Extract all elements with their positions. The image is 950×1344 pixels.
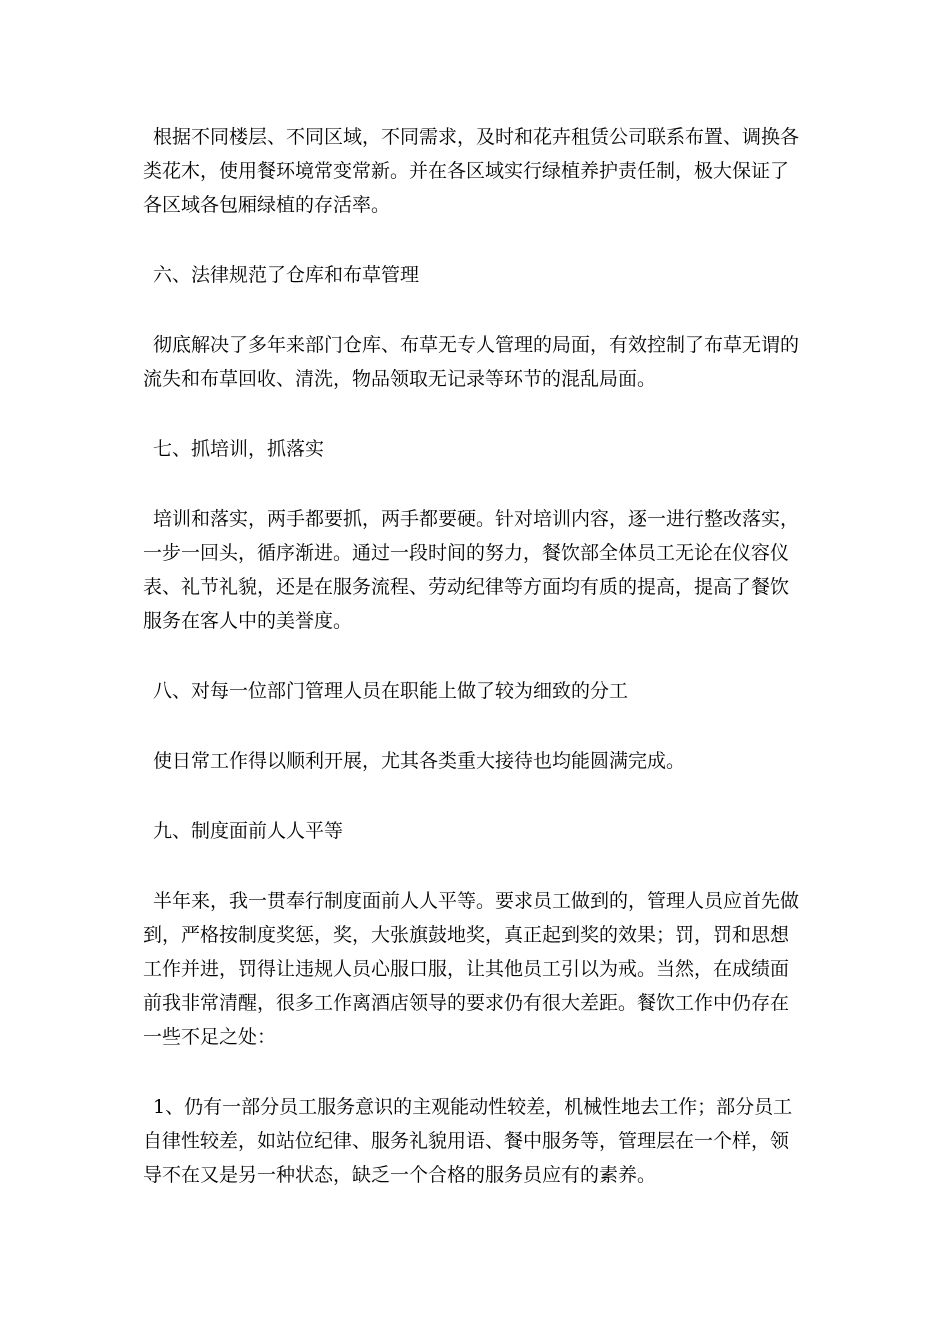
paragraph-greenery: 根据不同楼层、不同区域，不同需求，及时和花卉租赁公司联系布置、调换各类花木，使用餐环境常变常新。并在各区域实行绿植养护责任制，极大保证了各区域各包厢绿植的存活率。 — [143, 126, 800, 216]
heading-section-9: 九、制度面前人人平等 — [153, 820, 344, 842]
heading-section-8: 八、对每一位部门管理人员在职能上做了较为细致的分工 — [153, 680, 629, 702]
paragraph-shortcoming-1: 1、仍有一部分员工服务意识的主观能动性较差，机械性地去工作；部分员工自律性较差，如站位纪律、服务礼貌用语、餐中服务等，管理层在一个样，领导不在又是另一种状态，缺乏一个合格的服务员应有的素养。 — [143, 1096, 793, 1186]
paragraph-warehouse: 彻底解决了多年来部门仓库、布草无专人管理的局面，有效控制了布草无谓的流失和布草回收、清洗，物品领取无记录等环节的混乱局面。 — [143, 334, 800, 390]
document-page — [143, 120, 807, 1192]
paragraph-training: 培训和落实，两手都要抓，两手都要硬。针对培训内容，逐一进行整改落实，一步一回头，循序渐进。通过一段时间的努力，餐饮部全体员工无论在仪容仪表、礼节礼貌，还是在服务流程、劳动纪律等方面均有质的提高，提高了餐饮服务在客人中的美誉度。 — [143, 508, 800, 632]
paragraph-division: 使日常工作得以顺利开展，尤其各类重大接待也均能圆满完成。 — [153, 750, 686, 772]
heading-section-6: 六、法律规范了仓库和布草管理 — [153, 264, 420, 286]
heading-section-7: 七、抓培训，抓落实 — [153, 438, 325, 460]
paragraph-equality: 半年来，我一贯奉行制度面前人人平等。要求员工做到的，管理人员应首先做到，严格按制度奖惩，奖，大张旗鼓地奖，真正起到奖的效果；罚，罚和思想工作并进，罚得让违规人员心服口服，让其他员工引以为戒。当然，在成绩面前我非常清醒，很多工作离酒店领导的要求仍有很大差距。餐饮工作中仍存在一些不足之处： — [143, 890, 800, 1048]
